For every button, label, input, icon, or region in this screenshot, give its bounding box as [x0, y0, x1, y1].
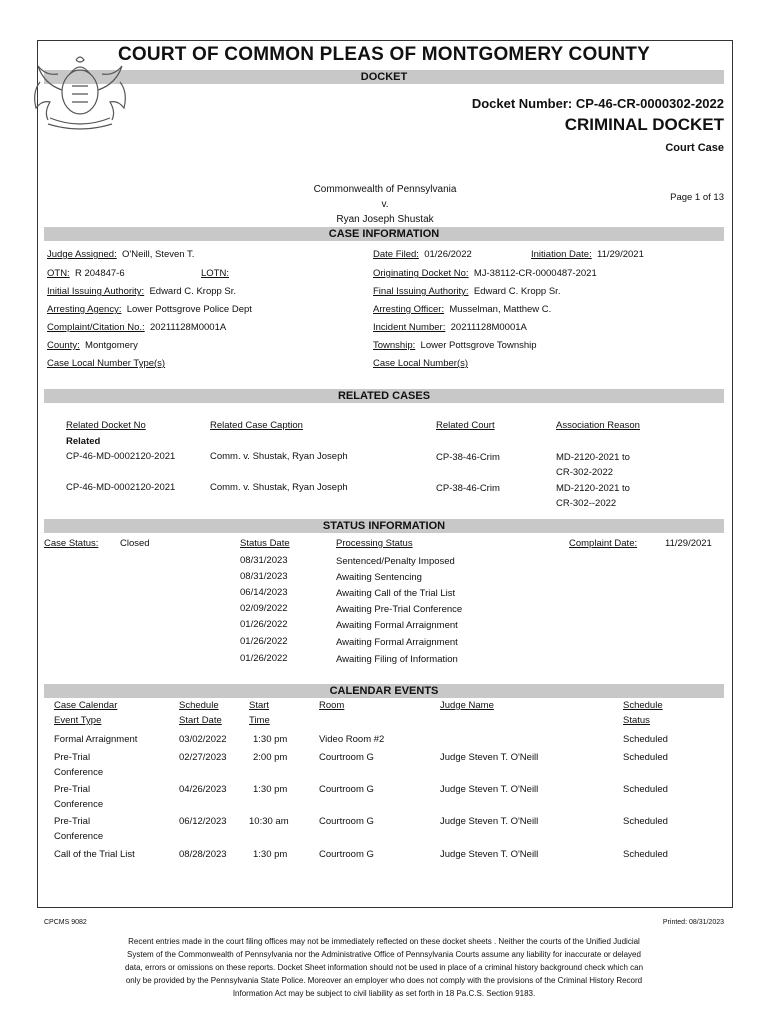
originating-docket	[373, 268, 597, 279]
calendar-event-header-1: Case Calendar	[54, 700, 118, 711]
judge-cell: Judge Steven T. O'Neill	[440, 784, 539, 795]
case-local-number-types: Case Local Number Type(s)	[47, 358, 166, 369]
schedule-status-cell: Scheduled	[623, 816, 668, 827]
case-status-label: Case Status:	[44, 538, 99, 549]
association-reason-header: Association Reason	[556, 420, 640, 431]
init-auth-value: Edward C. Kropp Sr.	[149, 286, 237, 297]
schedule-status-cell: Scheduled	[623, 734, 668, 745]
county	[47, 340, 138, 351]
court-title: COURT OF COMMON PLEAS OF MONTGOMERY COUNTY	[118, 44, 650, 65]
start-date-cell: 06/12/2023	[179, 816, 227, 827]
final-issuing-authority	[373, 286, 560, 297]
related-court-cell: CP-38-46-Crim	[436, 452, 500, 463]
related-group-label: Related	[66, 436, 101, 447]
status-text: Sentenced/Penalty Imposed	[336, 556, 455, 567]
orig-docket-label: Originating Docket No:	[373, 268, 469, 279]
status-date: 02/09/2022	[240, 603, 288, 614]
start-time-cell: 1:30 pm	[253, 784, 288, 795]
complaint-value: 20211128M0001A	[149, 322, 227, 333]
association-reason-cell: MD-2120-2021 to	[556, 452, 630, 463]
start-date-cell: 04/26/2023	[179, 784, 227, 795]
calendar-schedule-header-2: Start Date	[179, 715, 222, 726]
complaint-date-label: Complaint Date:	[569, 538, 638, 549]
related-court-cell: CP-38-46-Crim	[436, 483, 500, 494]
calendar-start-header-1: Start	[249, 700, 270, 711]
township	[373, 340, 537, 351]
docket-frame	[37, 40, 733, 908]
complaint-label: Complaint/Citation No.:	[47, 322, 145, 333]
status-information-bar: STATUS INFORMATION	[44, 519, 724, 533]
calendar-judge-header: Judge Name	[440, 700, 494, 711]
status-date-header: Status Date	[240, 538, 290, 549]
calendar-schedule-header-1: Schedule	[179, 700, 219, 711]
status-date: 08/31/2023	[240, 555, 288, 566]
page-indicator: Page 1 of 13	[670, 192, 724, 203]
printed-date: Printed: 08/31/2023	[662, 919, 724, 926]
calendar-event-header-2: Event Type	[54, 715, 102, 726]
township-label: Township:	[373, 340, 416, 351]
disclaimer-line: Information Act may be subject to civil liability as set forth in 18 Pa.C.S. Section 9183.	[232, 989, 536, 998]
arresting-agency	[47, 304, 252, 315]
event-type-cell-line2: Conference	[54, 767, 104, 778]
room-cell: Courtroom G	[319, 816, 374, 827]
date-filed-value: 01/26/2022	[424, 249, 472, 260]
case-kind: Court Case	[665, 142, 724, 154]
lotn-label: LOTN:	[201, 268, 229, 279]
association-reason-cell-line2: CR-302-2022	[556, 467, 614, 478]
status-text: Awaiting Sentencing	[336, 572, 422, 583]
related-caption-cell: Comm. v. Shustak, Ryan Joseph	[210, 482, 348, 493]
status-text: Awaiting Formal Arraignment	[336, 620, 458, 631]
agency-value: Lower Pottsgrove Police Dept	[126, 304, 252, 315]
status-text: Awaiting Pre-Trial Conference	[336, 604, 463, 615]
event-type-cell: Pre-Trial	[54, 752, 91, 763]
status-date: 01/26/2022	[240, 653, 288, 664]
county-value: Montgomery	[85, 340, 138, 351]
calendar-events-bar: CALENDAR EVENTS	[44, 684, 724, 698]
incident-value: 20211128M0001A	[450, 322, 527, 333]
docket-number: Docket Number: CP-46-CR-0000302-2022	[471, 96, 724, 111]
association-reason-cell-line2: CR-302--2022	[556, 498, 617, 509]
judge-cell: Judge Steven T. O'Neill	[440, 816, 539, 827]
final-auth-value: Edward C. Kropp Sr.	[473, 286, 561, 297]
init-auth-label: Initial Issuing Authority:	[47, 286, 145, 297]
initiation-date	[531, 249, 644, 260]
township-value: Lower Pottsgrove Township	[420, 340, 537, 351]
event-type-cell: Formal Arraignment	[54, 734, 138, 745]
schedule-status-cell: Scheduled	[623, 752, 668, 763]
otn-label: OTN:	[47, 268, 70, 279]
related-cases-bar: RELATED CASES	[44, 389, 724, 403]
related-caption-header: Related Case Caption	[210, 420, 303, 431]
otn-value: R 204847-6	[74, 268, 125, 279]
event-type-cell-line2: Conference	[54, 831, 104, 842]
event-type-cell: Pre-Trial	[54, 816, 91, 827]
date-filed-label: Date Filed:	[373, 249, 419, 260]
final-auth-label: Final Issuing Authority:	[373, 286, 469, 297]
room-cell: Video Room #2	[319, 734, 385, 745]
officer-value: Musselman, Matthew C.	[449, 304, 552, 315]
start-date-cell: 02/27/2023	[179, 752, 227, 763]
status-text: Awaiting Formal Arraignment	[336, 637, 458, 648]
schedule-status-cell: Scheduled	[623, 849, 668, 860]
case-information-bar: CASE INFORMATION	[44, 227, 724, 241]
association-reason-cell: MD-2120-2021 to	[556, 483, 630, 494]
start-time-cell: 1:30 pm	[253, 734, 288, 745]
agency-label: Arresting Agency:	[47, 304, 122, 315]
otn	[47, 268, 125, 279]
complaint-date-value: 11/29/2021	[665, 538, 712, 549]
calendar-status-header-1: Schedule	[623, 700, 663, 711]
calendar-status-header-2: Status	[623, 715, 650, 726]
calendar-room-header: Room	[319, 700, 345, 711]
calendar-start-header-2: Time	[249, 715, 270, 726]
judge-value: O'Neill, Steven T.	[122, 249, 195, 260]
room-cell: Courtroom G	[319, 849, 374, 860]
orig-docket-value: MJ-38112-CR-0000487-2021	[473, 268, 597, 279]
event-type-cell: Call of the Trial List	[54, 849, 135, 860]
pennsylvania-seal-icon	[10, 52, 150, 132]
start-date-cell: 03/02/2022	[179, 734, 227, 745]
start-time-cell: 2:00 pm	[253, 752, 288, 763]
disclaimer-line: System of the Commonwealth of Pennsylvania nor the Administrative Office of Pennsylvania Courts assume any liability for inaccurate or delayed	[127, 950, 641, 959]
disclaimer	[80, 935, 688, 1000]
initiation-value: 11/29/2021	[597, 249, 644, 260]
room-cell: Courtroom G	[319, 784, 374, 795]
case-caption	[300, 182, 470, 227]
officer-label: Arresting Officer:	[373, 304, 445, 315]
caption-versus: v.	[381, 199, 389, 210]
disclaimer-line: Recent entries made in the court filing offices may not be immediately reflected on these docket sheets . Neither the courts of the Unified Judicial	[128, 937, 640, 946]
judge-cell: Judge Steven T. O'Neill	[440, 849, 539, 860]
date-filed	[373, 249, 472, 260]
arresting-officer	[373, 304, 551, 315]
judge-cell: Judge Steven T. O'Neill	[440, 752, 539, 763]
case-local-numbers: Case Local Number(s)	[373, 358, 469, 369]
disclaimer-line: only be provided by the Pennsylvania State Police. Moreover an employer who does not comply with the provisions of the Criminal History Record	[125, 976, 643, 985]
status-text: Awaiting Filing of Information	[336, 654, 458, 665]
form-id: CPCMS 9082	[44, 919, 87, 926]
criminal-docket-title: CRIMINAL DOCKET	[564, 115, 724, 134]
incident-label: Incident Number:	[373, 322, 446, 333]
initiation-label: Initiation Date:	[531, 249, 592, 260]
event-type-cell-line2: Conference	[54, 799, 104, 810]
incident-number	[373, 322, 527, 333]
case-status-value: Closed	[120, 538, 150, 549]
status-date: 08/31/2023	[240, 571, 288, 582]
start-time-cell: 10:30 am	[249, 816, 289, 827]
judge-label: Judge Assigned:	[47, 249, 117, 260]
related-docket-cell: CP-46-MD-0002120-2021	[66, 451, 176, 462]
status-date: 06/14/2023	[240, 587, 288, 598]
start-date-cell: 08/28/2023	[179, 849, 227, 860]
county-label: County:	[47, 340, 80, 351]
schedule-status-cell: Scheduled	[623, 784, 668, 795]
start-time-cell: 1:30 pm	[253, 849, 288, 860]
related-docket-header: Related Docket No	[66, 420, 146, 431]
room-cell: Courtroom G	[319, 752, 374, 763]
processing-status-header: Processing Status	[336, 538, 413, 549]
caption-plaintiff: Commonwealth of Pennsylvania	[313, 184, 457, 195]
related-docket-cell: CP-46-MD-0002120-2021	[66, 482, 176, 493]
related-caption-cell: Comm. v. Shustak, Ryan Joseph	[210, 451, 348, 462]
event-type-cell: Pre-Trial	[54, 784, 91, 795]
caption-defendant: Ryan Joseph Shustak	[336, 214, 434, 225]
complaint-citation	[47, 322, 226, 333]
status-text: Awaiting Call of the Trial List	[336, 588, 456, 599]
related-court-header: Related Court	[436, 420, 495, 431]
docket-bar: DOCKET	[44, 70, 724, 84]
status-date: 01/26/2022	[240, 636, 288, 647]
initial-issuing-authority	[47, 286, 236, 297]
judge-assigned	[47, 249, 194, 260]
disclaimer-line: data, errors or omissions on these reports. Docket Sheet information should not be used in place of a criminal history background check which can	[124, 963, 644, 972]
status-date: 01/26/2022	[240, 619, 288, 630]
